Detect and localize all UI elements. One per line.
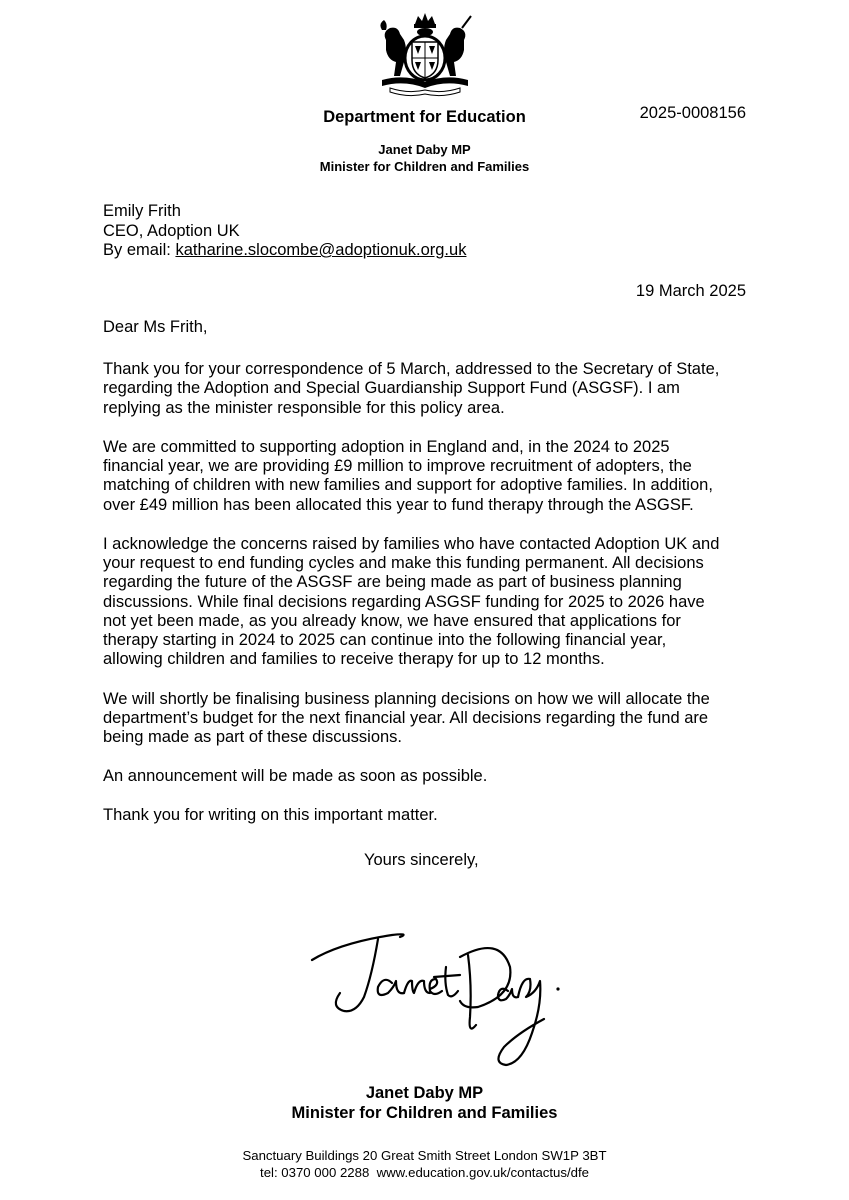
- signatory-name: Janet Daby MP: [365, 1084, 484, 1102]
- signature-image: [300, 915, 570, 1075]
- body-paragraph: Thank you for your correspondence of 5 March, addressed to the Secretary of State, regarding the Adoption and Special Guardianship Support Fund (ASGSF). I am replying as the minister responsible for this policy area.: [103, 360, 720, 417]
- recipient-address: [103, 202, 466, 261]
- body-paragraph: An announcement will be made as soon as possible.: [103, 767, 488, 786]
- signature-block: [0, 1083, 849, 1123]
- email-prefix: By email:: [103, 241, 176, 259]
- letterhead-minister-title: Minister for Children and Families: [319, 159, 530, 174]
- salutation: Dear Ms Frith,: [103, 318, 208, 336]
- department-name: Department for Education: [323, 108, 526, 126]
- letter-body: [103, 360, 753, 845]
- footer-address: Sanctuary Buildings 20 Great Smith Street London SW1P 3BT: [242, 1148, 607, 1163]
- royal-crest-icon: [374, 10, 476, 98]
- signoff: Yours sincerely,: [364, 851, 479, 869]
- recipient-email-line: [103, 241, 466, 261]
- recipient-role: CEO, Adoption UK: [103, 221, 240, 240]
- footer: [0, 1147, 849, 1181]
- recipient-email-link[interactable]: katharine.slocombe@adoptionuk.org.uk: [175, 241, 467, 259]
- reference-number: 2025-0008156: [639, 104, 746, 122]
- body-paragraph: We are committed to supporting adoption in England and, in the 2024 to 2025 financial year, we are providing £9 million to improve recruitment of adopters, the matching of children with new families and support for adoptive families. In addition, over £49 million has been allocated this year to fund therapy through the ASGSF.: [103, 437, 713, 514]
- letter-date: 19 March 2025: [635, 282, 746, 300]
- letterhead-minister-name: Janet Daby MP: [378, 142, 471, 157]
- letterhead-minister: [0, 141, 849, 175]
- footer-contact: tel: 0370 000 2288 www.education.gov.uk/contactus/dfe: [260, 1165, 589, 1180]
- recipient-name: Emily Frith: [103, 202, 181, 220]
- body-paragraph: Thank you for writing on this important matter.: [103, 806, 438, 825]
- body-paragraph: We will shortly be finalising business planning decisions on how we will allocate the department’s budget for the next financial year. All decisions regarding the fund are being made as part of these discussions.: [103, 689, 710, 747]
- signatory-title: Minister for Children and Families: [291, 1104, 558, 1122]
- body-paragraph: I acknowledge the concerns raised by families who have contacted Adoption UK and your request to end funding cycles and make this funding permanent. All decisions regarding the future of the ASGSF are being made as part of business planning discussions. While final decisions regarding ASGSF funding for 2025 to 2026 have not yet been made, as you already know, we have ensured that applications for therapy starting in 2024 to 2025 can continue into the following financial year, allowing children and families to receive therapy for up to 12 months.: [103, 534, 720, 669]
